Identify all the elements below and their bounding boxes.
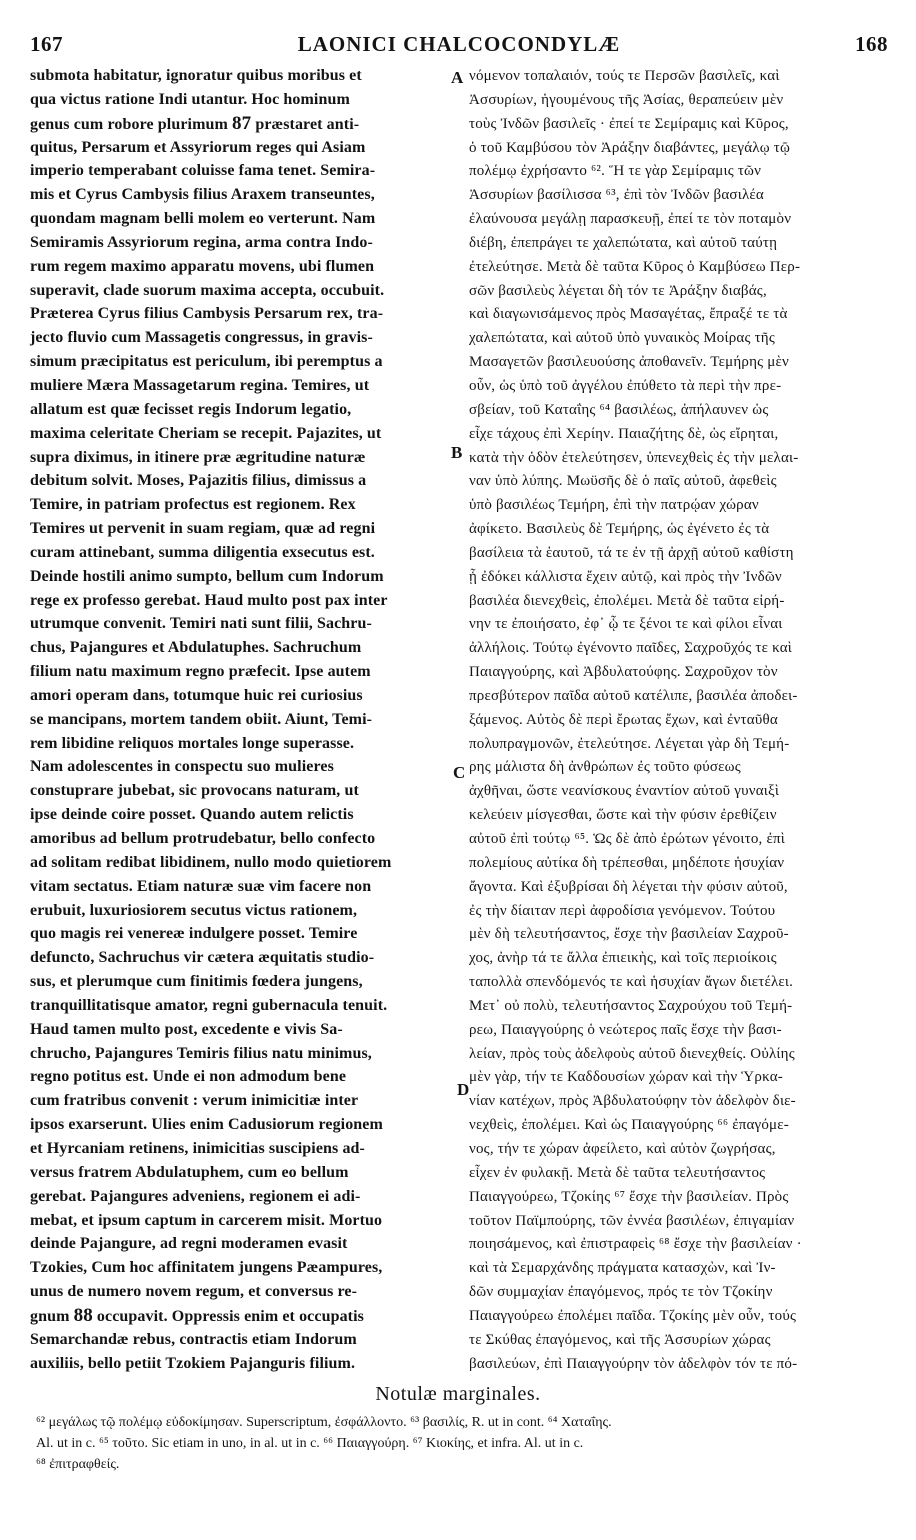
margin-marker-d: D: [457, 1080, 470, 1099]
page-header: [30, 32, 888, 58]
latin-text-line: amori operam dans, totumque huic rei curiosius: [30, 686, 363, 704]
greek-text-line: πολεμίους αὐτίκα δὴ τρέπεσθαι, μηδέποτε ἡσυχίαν: [469, 854, 785, 871]
greek-text-line: ὁ τοῦ Καμβύσου τὸν Ἀράξην διαβάντες, μεγάλῳ τῷ: [469, 139, 791, 156]
greek-text-line: νίαν κατέχων, πρὸς Ἀβδυλατούφην τὸν ἀδελφὸν διε-: [469, 1093, 796, 1110]
latin-text-line: Deinde hostili animo sumpto, bellum cum Indorum: [30, 567, 384, 585]
latin-text-line: quitus, Persarum et Assyriorum reges qui Asiam: [30, 138, 366, 156]
latin-text-line: utrumque convenit. Temiri nati sunt filii, Sachru-: [30, 615, 372, 633]
greek-text-line: ἐς τὴν δίαιταν περὶ ἀφροδίσια γενόμενον. Τούτου: [469, 902, 776, 919]
greek-text-line: Μετ᾽ οὐ πολὺ, τελευτήσαντος Σαχρούχου τοῦ Τεμή-: [469, 997, 793, 1014]
margin-marker-b: B: [451, 443, 463, 462]
folio-number: 87: [232, 112, 252, 134]
notes-title: Notulæ marginales.: [375, 1383, 541, 1405]
greek-text-line: Παιαγγούρης, καὶ Ἀβδυλατούφης. Σαχροῦχον τὸν: [469, 664, 778, 681]
latin-text-line: chrucho, Pajangures Temiris filius natu minimus,: [30, 1044, 372, 1062]
latin-text-line: auxiliis, bello petiit Tzokiem Pajanguris filium.: [30, 1354, 356, 1372]
greek-text-line: ἄγοντα. Καὶ ἐξυβρίσαι δὴ λέγεται τὴν φύσιν αὐτοῦ,: [469, 878, 788, 895]
greek-text-line: ὑπὸ βασιλέως Τεμήρη, ἐπὶ τὴν πατρῴαν χώραν: [469, 497, 759, 514]
latin-text-line: Præterea Cyrus filius Cambysis Persarum rex, tra-: [30, 305, 384, 323]
latin-text-line: imperio temperabant coluisse fama tenet. Semira-: [30, 162, 376, 180]
latin-text-line: erubuit, luxuriosiorem secutus victus rationem,: [30, 901, 358, 919]
latin-text-line: versus fratrem Abdulatuphem, cum eo bellum: [30, 1163, 349, 1181]
greek-text-line: ναν ὑπὸ λύπης. Μωϋσῆς δὲ ὁ παῖς αὐτοῦ, ἀφεθεὶς: [469, 473, 777, 490]
latin-text-line: Temires ut pervenit in suam regiam, quæ ad regni: [30, 520, 376, 538]
greek-text-line: ρεω, Παιαγγούρης ὁ νεώτερος παῖς ἔσχε τὴν βασι-: [469, 1021, 782, 1038]
latin-text-line: Tzokies, Cum hoc affinitatem jungens Pæampures,: [30, 1259, 383, 1277]
greek-text-line: μὲν δὴ τελευτήσαντος, ἔσχε τὴν βασιλείαν Σαχροῦ-: [469, 926, 789, 943]
greek-text-line: Παιαγγούρεω, Τζοκίης ⁶⁷ ἔσχε τὴν βασιλείαν. Πρὸς: [469, 1188, 789, 1205]
latin-text-line: deinde Pajangure, ad regni moderamen evasit: [30, 1235, 348, 1253]
latin-text-line: regno potitus est. Unde ei non admodum bene: [30, 1068, 347, 1086]
latin-text-line: ipse deinde coire posset. Quando autem relictis: [30, 806, 354, 824]
latin-text-line: unus de numero novem regum, et conversus re-: [30, 1283, 358, 1301]
latin-text-line: Temire, in patriam profectus est regionem. Rex: [30, 496, 356, 514]
latin-text-line: constuprare jubebat, sic provocans naturam, ut: [30, 782, 359, 800]
greek-text-line: διέβη, ἐπεπράγει τε χαλεπώτατα, καὶ αὐτοῦ ταύτῃ: [469, 234, 778, 251]
greek-text-line: ἐλαύνουσα μεγάλῃ παρασκευῇ, ἐπεί τε τὸν ποταμὸν: [469, 211, 792, 228]
latin-text-line: muliere Mæra Massagetarum regina. Temires, ut: [30, 376, 370, 394]
latin-text-line: filium natu maximum regno præfecit. Ipse autem: [30, 663, 371, 681]
latin-text-line: maxima celeritate Cheriam se recepit. Pajazites, ut: [30, 424, 382, 442]
latin-text-line: supra diximus, in itinere præ ægritudine naturæ: [30, 448, 366, 466]
greek-text-line: καὶ τὰ Σεμαρχάνδης πράγματα κατασχὼν, καὶ Ἰν-: [469, 1260, 776, 1277]
greek-text-line: αὐτοῦ ἐπὶ τούτῳ ⁶⁵. Ὡς δὲ ἀπὸ ἐρώτων γένοιτο, ἐπὶ: [469, 831, 785, 847]
greek-text-line: ἀχθῆναι, ὥστε νεανίσκους ἐναντίον αὐτοῦ γυναιξὶ: [469, 783, 780, 800]
greek-text-line: εἶχεν ἐν φυλακῇ. Μετὰ δὲ ταῦτα τελευτήσαντος: [469, 1164, 766, 1181]
latin-text-line: rem libidine reliquos mortales longe superasse.: [30, 734, 355, 752]
greek-text-line: βασιλεύων, ἐπὶ Παιαγγούρην τὸν ἀδελφὸν τόν τε πό-: [469, 1355, 798, 1372]
greek-text-line: κατὰ τὴν ὁδὸν ἐτελεύτησεν, ὑπενεχθεὶς ἐς τὴν μελαι-: [469, 449, 799, 466]
note-line: Al. ut in c. ⁶⁵ τοῦτο. Sic etiam in uno, in al. ut in c. ⁶⁶ Παιαγγούρη. ⁶⁷ Κιοκίης, et infra. Al. ut in c.: [36, 1436, 584, 1451]
greek-text-line: Ἀσσυρίων βασίλισσα ⁶³, ἐπὶ τὸν Ἰνδῶν βασιλέα: [469, 187, 764, 204]
latin-text-line: gnum 88 occupavit. Oppressis enim et occupatis: [30, 1304, 364, 1326]
latin-text-line: allatum est quæ fecisset regis Indorum legatio,: [30, 400, 352, 418]
greek-text-line: σβείαν, τοῦ Καταΐης ⁶⁴ βασιλέως, ἀπήλαυνεν ὡς: [469, 401, 769, 418]
latin-text-line: mebat, et ipsum captum in carcerem misit. Mortuo: [30, 1211, 383, 1229]
latin-text-line: defuncto, Sachruchus vir cætera æquitatis studio-: [30, 949, 375, 967]
greek-text-line: Παιαγγούρεω ἐπολέμει παῖδα. Τζοκίης μὲν οὖν, τούς: [469, 1307, 797, 1324]
greek-text-line: ρης μάλιστα δὴ ἀνθρώπων ἐς τοῦτο φύσεως: [469, 759, 741, 776]
latin-text-line: simum præcipitatus est periculum, ibi peremptus a: [30, 353, 383, 371]
latin-text-line: submota habitatur, ignoratur quibus moribus et: [30, 67, 362, 84]
greek-text-line: μὲν γὰρ, τήν τε Καδδουσίων χώραν καὶ τὴν Ὑρκα-: [469, 1069, 783, 1086]
latin-text-line: et Hyrcaniam retinens, inimicitias suscipiens ad-: [30, 1139, 365, 1157]
latin-text-line: jecto fluvio cum Massagetis congressus, in gravis-: [30, 329, 373, 347]
greek-text-line: βασίλεια τὰ ἑαυτοῦ, τά τε ἐν τῇ ἀρχῇ αὐτοῦ καθίστη: [469, 544, 794, 561]
latin-text-line: Semarchandæ rebus, contractis etiam Indorum: [30, 1330, 357, 1348]
latin-text-line: mis et Cyrus Cambysis filius Araxem transeuntes,: [30, 186, 375, 204]
latin-text-line: ipsos exarserunt. Ulies enim Cadusiorum regionem: [30, 1116, 383, 1134]
latin-text-line: ad solitam redibat libidinem, nullo modo quietiorem: [30, 853, 392, 871]
latin-text-line: Haud tamen multo post, excedente e vivis Sa-: [30, 1020, 343, 1038]
latin-text-line: quo magis rei venereæ indulgere posset. Temire: [30, 925, 358, 943]
greek-text-line: Ἀσσυρίων, ἡγουμένους τῆς Ἀσίας, θεραπεύειν μὲν: [469, 91, 784, 108]
greek-text-line: ἀλλήλοις. Τούτῳ ἐγένοντο παῖδες, Σαχροῦχός τε καὶ: [469, 640, 793, 657]
page-number-left: 167: [30, 32, 63, 56]
greek-text-line: λείαν, πρὸς τοὺς ἀδελφοὺς αὐτοῦ διενεχθείς. Οὐλίης: [469, 1045, 795, 1062]
greek-text-line: ξάμενος. Αὐτὸς δὲ περὶ ἔρωτας ἔχων, καὶ ἐνταῦθα: [469, 711, 778, 728]
greek-text-line: νόμενον τοπαλαιόν, τούς τε Περσῶν βασιλεῖς, καὶ: [469, 68, 780, 84]
greek-text-line: καὶ διαγωνισάμενος πρὸς Μασαγέτας, ἔπραξέ τε τὰ: [469, 306, 788, 323]
greek-text-line: κελεύειν μίσγεσθαι, ὥστε καὶ τὴν φύσιν ἐρεθίζειν: [469, 807, 777, 824]
page-number-right: 168: [855, 32, 888, 56]
greek-text-line: τοὺς Ἰνδῶν βασιλεῖς · ἐπεί τε Σεμίραμις καὶ Κῦρος,: [469, 115, 789, 132]
running-title: LAONICI CHALCOCONDYLÆ: [297, 32, 621, 56]
latin-text-line: Nam adolescentes in conspectu suo mulieres: [30, 758, 334, 776]
marginal-notes: [36, 1412, 888, 1475]
note-line: ⁶⁸ ἐπιτραφθείς.: [36, 1457, 120, 1472]
greek-text-line: πολέμῳ ἐχρήσαντο ⁶². Ἥ τε γὰρ Σεμίραμις τῶν: [469, 163, 762, 180]
greek-text-line: δῶν συμμαχίαν ἐπαγόμενος, πρός τε τὸν Τζοκίην: [469, 1284, 773, 1301]
latin-text-line: gerebat. Pajangures adveniens, regionem ei adi-: [30, 1187, 361, 1205]
greek-column: [469, 66, 891, 1374]
latin-text-line: sus, et plerumque cum finitimis fœdera jungens,: [30, 973, 363, 991]
latin-text-line: genus cum robore plurimum 87 præstaret anti-: [30, 112, 360, 134]
greek-text-line: ποιησάμενος, καὶ ἐπιστραφεὶς ⁶⁸ ἔσχε τὴν βασιλείαν ·: [469, 1236, 802, 1253]
greek-text-line: τε Σκύθας ἐπαγόμενος, καὶ τῆς Ἀσσυρίων χώρας: [469, 1331, 771, 1348]
greek-text-line: οὖν, ὡς ὑπὸ τοῦ ἀγγέλου ἐπύθετο τὰ περὶ τὴν πρε-: [469, 377, 782, 394]
latin-text-line: Semiramis Assyriorum regina, arma contra Indo-: [30, 233, 373, 251]
margin-marker-c: C: [453, 763, 466, 782]
greek-text-line: πολυπραγμονῶν, ἐτελεύτησε. Λέγεται γὰρ δὴ Τεμή-: [469, 735, 790, 752]
greek-text-line: νος, τήν τε χώραν ἀφείλετο, καὶ αὐτὸν ζωγρήσας,: [469, 1140, 776, 1157]
greek-text-line: νεχθεὶς, ἐπολέμει. Καὶ ὡς Παιαγγούρης ⁶⁶ ἐπαγόμε-: [469, 1117, 789, 1134]
greek-text-line: βασιλέα διενεχθεὶς, ἐπολέμει. Μετὰ δὲ ταῦτα εἰρή-: [469, 592, 785, 609]
greek-text-line: χαλεπώτατα, καὶ αὐτοῦ ὑπὸ γυναικὸς Μοίρας τῆς: [469, 330, 775, 347]
latin-text-line: vitam sectatus. Etiam naturæ suæ vim facere non: [30, 877, 372, 895]
greek-text-line: σῶν βασιλεὺς λέγεται δὴ τόν τε Ἀράξην διαβάς,: [469, 282, 767, 299]
greek-text-line: ᾗ ἐδόκει κάλλιστα ἔχειν αὐτῷ, καὶ πρὸς τὴν Ἰνδῶν: [469, 568, 782, 585]
latin-text-line: curam attinebant, summa diligentia exsecutus est.: [30, 543, 375, 561]
latin-text-line: rege ex professo gerebat. Haud multo post pax inter: [30, 591, 388, 609]
greek-text-line: νην τε ἐποιήσατο, ἐφ᾽ ᾧ τε ξένοι τε καὶ φίλοι εἶναι: [469, 616, 783, 633]
latin-text-line: cum fratribus convenit : verum inimicitiæ inter: [30, 1092, 359, 1110]
greek-text-line: ἐτελεύτησε. Μετὰ δὲ ταῦτα Κῦρος ὁ Καμβύσεω Περ-: [469, 258, 801, 275]
latin-text-line: qua victus ratione Indi utantur. Hoc hominum: [30, 90, 350, 108]
greek-text-line: εἶχε τάχους ἐπὶ Χερίην. Παιαζήτης δὲ, ὡς εἴρηται,: [469, 425, 779, 442]
greek-text-line: χος, ἀνὴρ τά τε ἄλλα ἐπιεικὴς, καὶ τοῖς περιοίκοις: [469, 950, 777, 967]
latin-text-line: se mancipans, mortem tandem obiit. Aiunt, Temi-: [30, 710, 373, 728]
note-line: ⁶² μεγάλως τῷ πολέμῳ εὐδοκίμησαν. Superscriptum, ἐσφάλλοντο. ⁶³ βασιλίς, R. ut in cont. ⁶⁴ Χαταΐης.: [36, 1415, 612, 1430]
latin-text-line: chus, Pajangures et Abdulatuphes. Sachruchum: [30, 639, 362, 657]
greek-text-line: Μασαγετῶν βασιλευούσης ἀποθανεῖν. Τεμήρης μὲν: [469, 354, 789, 371]
margin-marker-a: A: [451, 68, 464, 87]
greek-text-line: ἀφίκετο. Βασιλεὺς δὲ Τεμήρης, ὡς ἐγένετο ἐς τὰ: [469, 521, 770, 538]
latin-column: [30, 66, 454, 1374]
folio-number: 88: [73, 1304, 93, 1326]
latin-text-line: amoribus ad bellum protrudebatur, bello confecto: [30, 830, 376, 847]
latin-text-line: quondam magnam belli molem eo verterunt. Nam: [30, 210, 376, 228]
latin-text-line: superavit, clade suorum maxima accepta, occubuit.: [30, 281, 385, 299]
latin-text-line: debitum solvit. Moses, Pajazitis filius, dimissus a: [30, 472, 367, 490]
greek-text-line: τοῦτον Παϊμπούρης, τῶν ἐννέα βασιλέων, ἐπιγαμίαν: [469, 1212, 795, 1229]
greek-text-line: ταπολλὰ σπενδόμενός τε καὶ ἡσυχίαν ἄγων διετέλει.: [469, 974, 794, 991]
greek-text-line: πρεσβύτερον παῖδα αὐτοῦ κατέλιπε, βασιλέα ἀποδει-: [469, 687, 798, 704]
latin-text-line: tranquillitatisque amator, regni gubernacula tenuit.: [30, 996, 388, 1014]
latin-text-line: rum regem maximo apparatu movens, ubi flumen: [30, 257, 375, 275]
